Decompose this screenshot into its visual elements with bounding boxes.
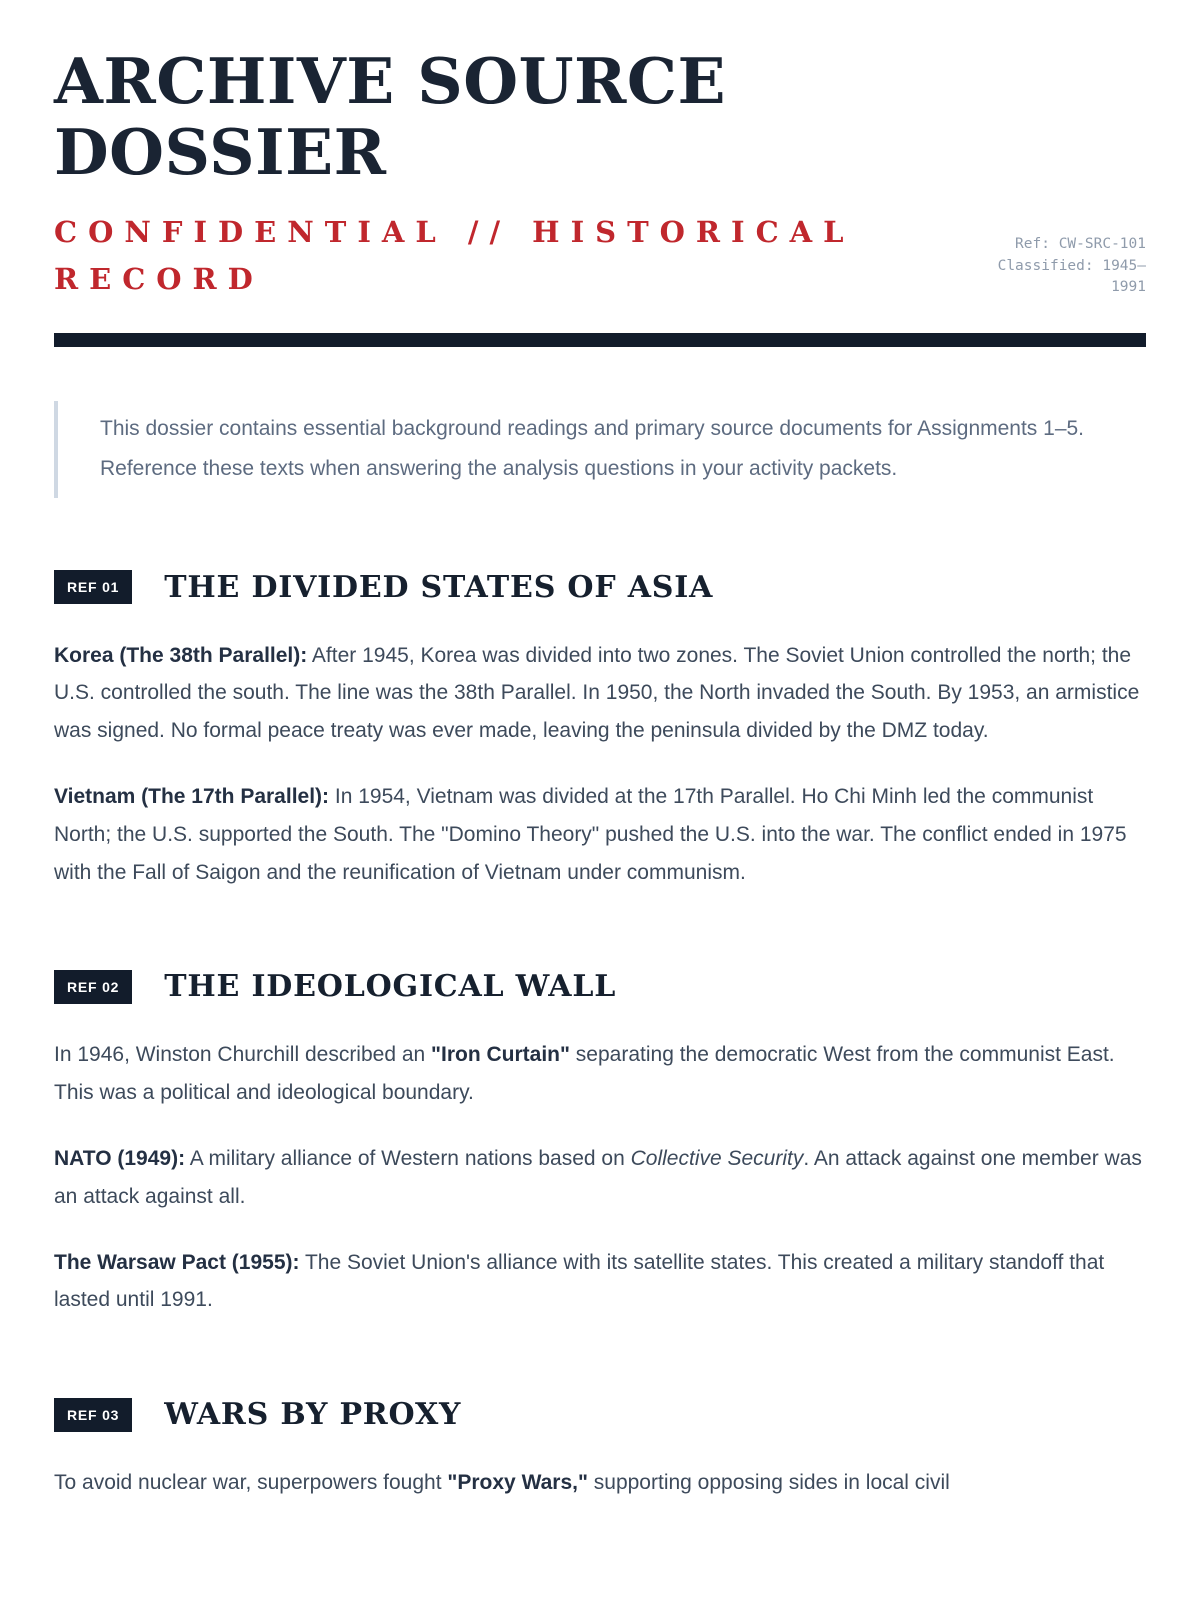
classification-label: CONFIDENTIAL // HISTORICAL RECORD xyxy=(54,215,855,297)
section-header xyxy=(54,969,1146,1004)
text-segment: After 1945, Korea was divided into two zones. The Soviet Union controlled the north; the U.S. controlled the south. The line was the 38th Parallel. In 1950, the North invaded the South. By 1953, an armistice was signed. No formal peace treaty was ever made, leaving the peninsula divided by the DMZ today. xyxy=(54,643,1140,743)
text-segment: In 1946, Winston Churchill described an xyxy=(54,1043,432,1067)
text-segment: supporting opposing sides in local civil xyxy=(587,1471,950,1495)
divider-bar xyxy=(54,333,1146,347)
section-ref-01 xyxy=(54,570,1146,892)
ref-badge: REF 02 xyxy=(54,970,132,1004)
ref-block xyxy=(968,234,1146,299)
paragraph xyxy=(54,1036,1146,1112)
ref-number: Ref: CW-SRC-101 xyxy=(1015,235,1146,252)
intro-text: This dossier contains essential background readings and primary source documents for Assignments 1–5. Reference these texts when answering the analysis questions in your activity packets. xyxy=(100,417,1085,481)
ref-badge: REF 03 xyxy=(54,1398,132,1432)
paragraph xyxy=(54,1244,1146,1320)
text-segment: The Warsaw Pact (1955): xyxy=(54,1250,300,1274)
section-header xyxy=(54,570,1146,605)
text-segment: A military alliance of Western nations based on xyxy=(185,1147,631,1171)
paragraph xyxy=(54,778,1146,891)
section-ref-02 xyxy=(54,969,1146,1319)
paragraph xyxy=(54,637,1146,750)
text-segment: Vietnam (The 17th Parallel): xyxy=(54,785,330,809)
intro-note xyxy=(54,401,1146,498)
section-header xyxy=(54,1397,1146,1432)
section-heading: THE DIVIDED STATES OF ASIA xyxy=(164,569,714,605)
page-title: ARCHIVE SOURCE DOSSIER xyxy=(54,44,727,189)
text-segment: . An attack against one member was an attack against all. xyxy=(54,1147,1142,1208)
ref-badge: REF 01 xyxy=(54,570,132,604)
text-segment: To avoid nuclear war, superpowers fought xyxy=(54,1471,448,1495)
text-segment: Collective Security xyxy=(630,1147,804,1171)
text-segment: Korea (The 38th Parallel): xyxy=(54,643,308,667)
header-row xyxy=(54,209,1146,303)
paragraph xyxy=(54,1464,1146,1502)
paragraph xyxy=(54,1140,1146,1216)
text-segment: NATO (1949): xyxy=(54,1147,186,1171)
classified-range: Classified: 1945–1991 xyxy=(997,257,1146,296)
section-heading: WARS BY PROXY xyxy=(164,1397,462,1433)
text-segment: separating the democratic West from the communist East. This was a political and ideological boundary. xyxy=(54,1043,1115,1105)
text-segment: "Iron Curtain" xyxy=(431,1043,570,1067)
text-segment: The Soviet Union's alliance with its satellite states. This created a military standoff that lasted until 1991. xyxy=(54,1250,1105,1312)
section-heading: THE IDEOLOGICAL WALL xyxy=(164,969,617,1005)
text-segment: "Proxy Wars," xyxy=(447,1471,588,1495)
section-ref-03 xyxy=(54,1397,1146,1502)
text-segment: In 1954, Vietnam was divided at the 17th Parallel. Ho Chi Minh led the communist North; the U.S. supported the South. The "Domino Theory" pushed the U.S. into the war. The conflict ended in 1975 with the Fall of Saigon and the reunification of Vietnam under communism. xyxy=(54,785,1127,884)
